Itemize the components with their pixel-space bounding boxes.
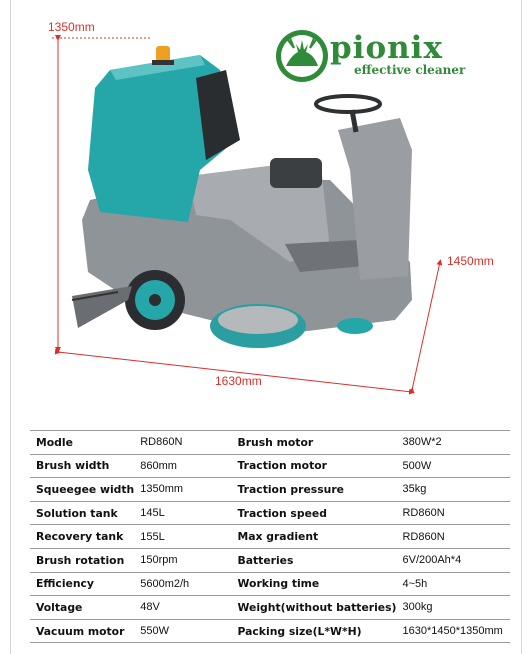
seat (270, 158, 322, 188)
squeegee (72, 286, 132, 328)
table-row (30, 619, 510, 643)
specification-table (30, 430, 510, 643)
table-row (30, 431, 510, 455)
spec-value: 150rpm (134, 548, 231, 572)
spec-value: 145L (134, 501, 231, 525)
spec-label: Brush width (30, 454, 134, 478)
table-row (30, 596, 510, 620)
spec-label: Voltage (30, 596, 134, 620)
spec-label: Batteries (232, 548, 397, 572)
spec-value: 300kg (396, 596, 510, 620)
spec-value: RD860N (396, 501, 510, 525)
spec-value: 500W (396, 454, 510, 478)
spec-value: 4~5h (396, 572, 510, 596)
table-row (30, 548, 510, 572)
spec-label: Recovery tank (30, 525, 134, 549)
spec-label: Modle (30, 431, 134, 455)
spec-value: 380W*2 (396, 431, 510, 455)
spec-label: Weight(without batteries) (232, 596, 397, 620)
spec-label: Solution tank (30, 501, 134, 525)
spec-value: 1350mm (134, 478, 231, 502)
brand-name: pionix (330, 30, 443, 66)
spec-label: Traction speed (232, 501, 397, 525)
table-row (30, 501, 510, 525)
spec-value: 155L (134, 525, 231, 549)
height-dimension-label: 1350mm (48, 20, 95, 34)
spec-label: Squeegee width (30, 478, 134, 502)
length-dimension-label: 1630mm (215, 374, 262, 388)
spec-value: 550W (134, 619, 231, 643)
spec-value: 860mm (134, 454, 231, 478)
warning-beacon (156, 46, 170, 62)
spec-value: 5600m2/h (134, 572, 231, 596)
spec-label: Brush motor (232, 431, 397, 455)
spec-value: RD860N (396, 525, 510, 549)
spec-value: 1630*1450*1350mm (396, 619, 510, 643)
spec-value: 35kg (396, 478, 510, 502)
rear-wheel (337, 318, 373, 334)
table-row (30, 454, 510, 478)
spec-label: Brush rotation (30, 548, 134, 572)
spec-value: 48V (134, 596, 231, 620)
spec-label: Traction pressure (232, 478, 397, 502)
brand-tagline: effective cleaner (354, 63, 466, 77)
spec-value: 6V/200Ah*4 (396, 548, 510, 572)
table-row (30, 478, 510, 502)
spec-label: Traction motor (232, 454, 397, 478)
table-row (30, 572, 510, 596)
spec-value: RD860N (134, 431, 231, 455)
steering-wheel (316, 96, 380, 112)
spec-label: Vacuum motor (30, 619, 134, 643)
spec-label: Efficiency (30, 572, 134, 596)
spec-label: Max gradient (232, 525, 397, 549)
spec-label: Working time (232, 572, 397, 596)
spec-label: Packing size(L*W*H) (232, 619, 397, 643)
width-dimension-label: 1450mm (447, 254, 494, 268)
table-row (30, 525, 510, 549)
